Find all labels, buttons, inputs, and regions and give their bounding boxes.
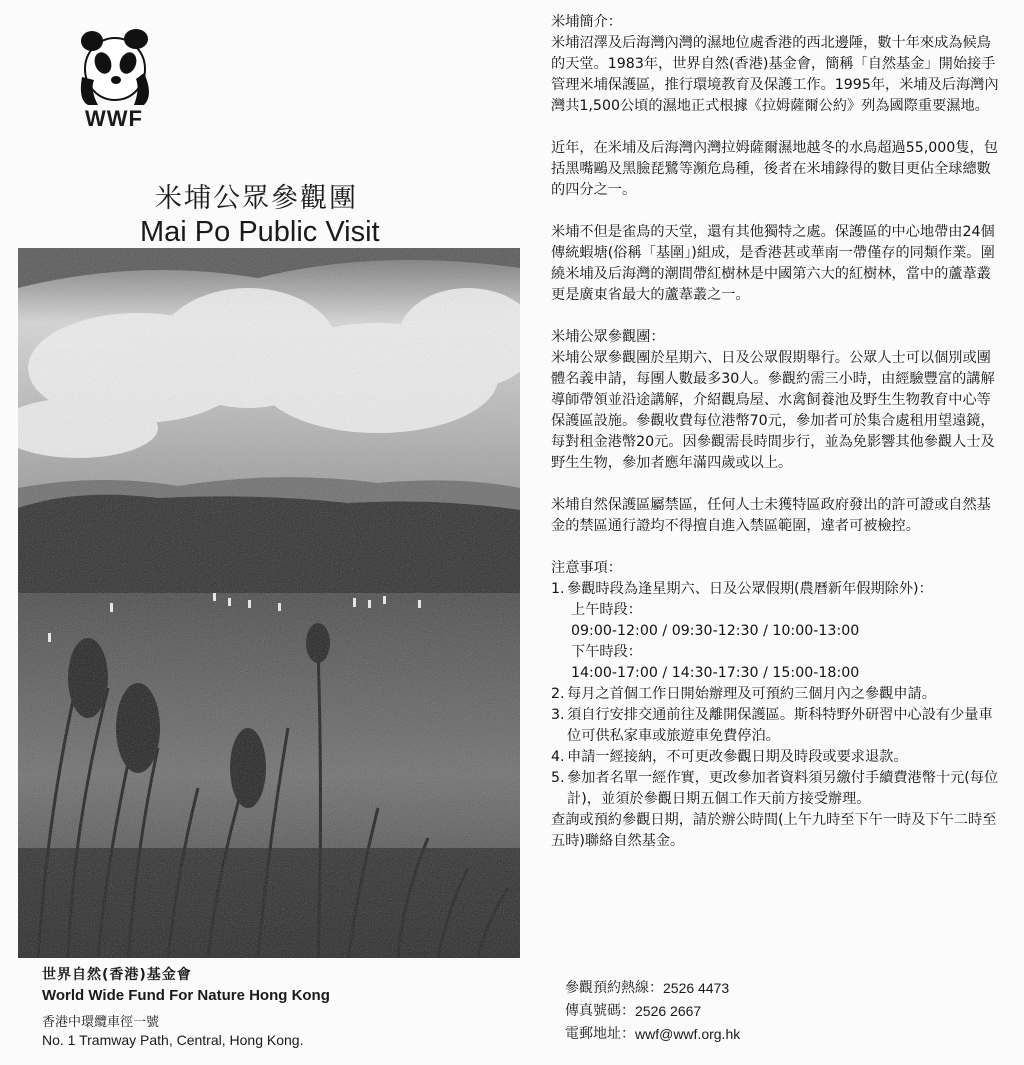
text-column	[551, 12, 1003, 852]
pm-times: 14:00-17:00 / 14:30-17:30 / 15:00-18:00	[571, 665, 860, 681]
list-text: 申請一經接納，不可更改參觀日期及時段或要求退款。	[567, 749, 908, 765]
title-english: Mai Po Public Visit	[140, 216, 380, 248]
list-text: 參觀時段為逢星期六、日及公眾假期(農曆新年假期除外)：	[567, 581, 933, 597]
address-chinese: 香港中環纜車徑一號	[42, 1015, 160, 1030]
pm-label: 下午時段：	[571, 644, 642, 660]
list-text: 每月之首個工作日開始辦理及可預約三個月內之參觀申請。	[567, 686, 936, 702]
title-chinese: 米埔公眾參觀團	[155, 183, 358, 214]
list-text: 參加者名單一經作實，更改參加者資料須另繳付手續費港幣十元(每位計)，並須於參觀日期五個工作天前方接受辦理。	[567, 770, 999, 807]
fax-number: 2526 2667	[635, 1003, 702, 1019]
list-number: 5.	[551, 770, 565, 786]
visit-heading: 米埔公眾參觀團：	[551, 329, 665, 345]
hotline-row	[565, 977, 740, 1000]
list-number: 3.	[551, 707, 565, 723]
list-number: 2.	[551, 686, 565, 702]
list-item	[551, 684, 1003, 705]
fax-row	[565, 1000, 740, 1023]
email-row	[565, 1023, 740, 1046]
list-number: 1.	[551, 581, 565, 597]
visit-paragraph-2: 米埔自然保護區屬禁區，任何人士未獲特區政府發出的許可證或自然基金的禁區通行證均不得擅自進入禁區範圍，違者可被檢控。	[551, 497, 991, 534]
am-times: 09:00-12:00 / 09:30-12:30 / 10:00-13:00	[571, 623, 860, 639]
intro-paragraph-1: 米埔沼澤及后海灣內灣的濕地位處香港的西北邊陲，數十年來成為候鳥的天堂。1983年，世界自然(香港)基金會，簡稱「自然基金」開始接手管理米埔保護區，推行環境教育及保護工作。1995年，米埔及后海灣內灣共1,500公頃的濕地正式根據《拉姆薩爾公約》列為國際重要濕地。	[551, 35, 999, 114]
list-item	[551, 705, 1003, 747]
notes-heading: 注意事項：	[551, 560, 622, 576]
visit-paragraph-1: 米埔公眾參觀團於星期六、日及公眾假期舉行。公眾人士可以個別或團體名義申請，每團人數最多30人。參觀約需三小時，由經驗豐富的講解導師帶領並沿途講解，介紹觀鳥屋、水禽飼養池及野生生物教育中心等保護區設施。參觀收費每位港幣70元，參加者可於集合處租用望遠鏡，每對租金港幣20元。因參觀需長時間步行，並為免影響其他參觀人士及野生生物，參加者應年滿四歲或以上。	[551, 350, 995, 471]
hotline-number[interactable]: 2526 4473	[663, 980, 730, 996]
wetland-photo	[18, 248, 520, 958]
list-item	[551, 579, 1003, 684]
intro-paragraph-3: 米埔不但是雀鳥的天堂，還有其他獨特之處。保護區的中心地帶由24個傳統蝦塘(俗稱「基圍」)組成，是香港甚或華南一帶僅存的同類作業。圍繞米埔及后海灣的潮間帶紅樹林是中國第六大的紅樹林，當中的蘆葦叢更是廣東省最大的蘆葦叢之一。	[551, 224, 995, 303]
email-link[interactable]: wwf@wwf.org.hk	[635, 1026, 741, 1042]
contact-block	[565, 977, 740, 1046]
notes-list	[551, 579, 1003, 810]
org-name-chinese: 世界自然(香港)基金會	[42, 967, 192, 983]
enquiry-note: 查詢或預約參觀日期，請於辦公時間(上午九時至下午一時及下午二時至五時)聯絡自然基金。	[551, 812, 997, 849]
wwf-logo-text: WWF	[85, 106, 143, 131]
hotline-label: 參觀預約熱線：	[565, 980, 663, 996]
list-item	[551, 768, 1003, 810]
list-number: 4.	[551, 749, 565, 765]
am-label: 上午時段：	[571, 602, 642, 618]
org-name-english: World Wide Fund For Nature Hong Kong	[42, 987, 330, 1004]
address-english: No. 1 Tramway Path, Central, Hong Kong.	[42, 1032, 304, 1048]
intro-heading: 米埔簡介：	[551, 14, 622, 30]
list-item	[551, 747, 1003, 768]
list-text: 須自行安排交通前往及離開保護區。斯科特野外研習中心設有少量車位可供私家車或旅遊車免費停泊。	[567, 707, 993, 744]
fax-label: 傳真號碼：	[565, 1003, 635, 1019]
email-label: 電郵地址：	[565, 1026, 635, 1042]
intro-paragraph-2: 近年，在米埔及后海灣內灣拉姆薩爾濕地越冬的水鳥超過55,000隻，包括黑嘴鷗及黑臉琵鷺等瀕危鳥種，後者在米埔錄得的數目更佔全球總數的四分之一。	[551, 140, 998, 198]
